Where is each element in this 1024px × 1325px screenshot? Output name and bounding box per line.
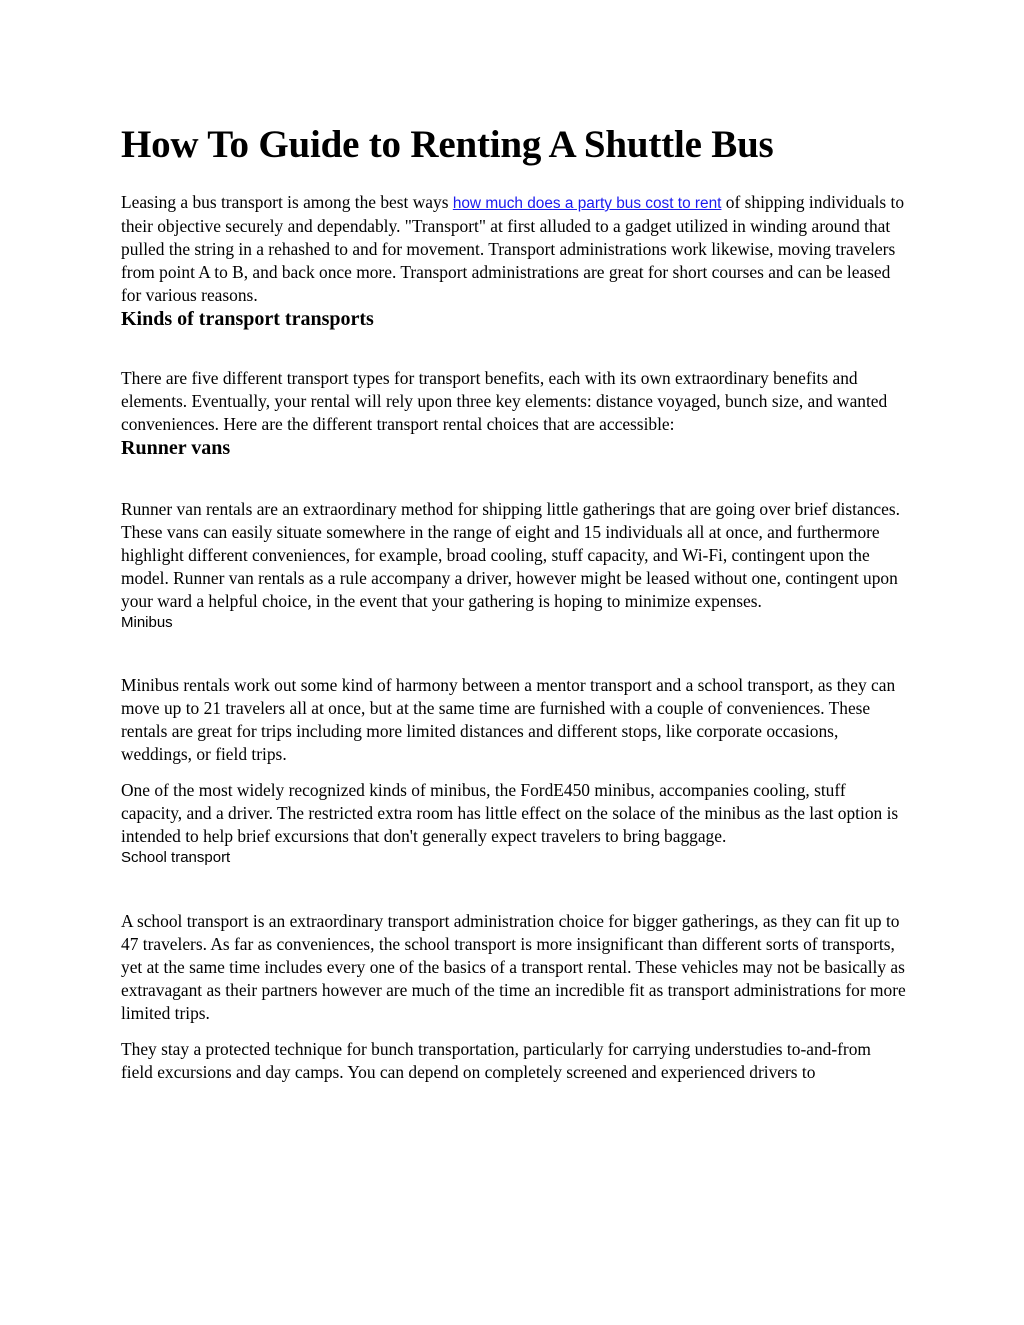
section-heading-kinds: Kinds of transport transports	[121, 308, 374, 330]
document-content	[121, 121, 907, 1084]
section-heading-minibus: Minibus	[121, 614, 173, 631]
intro-paragraph	[121, 191, 907, 307]
document-title: How To Guide to Renting A Shuttle Bus	[121, 123, 774, 166]
section-paragraph: There are five different transport types for transport benefits, each with its own extraordinary benefits and elements. Eventually, your rental will rely upon three key elements: distance voyaged, bunch size, and wanted conveniences. Here are the different transport rental choices that are accessible:	[121, 368, 888, 434]
section-paragraph: A school transport is an extraordinary transport administration choice for bigger gatherings, as they can fit up to 47 travelers. As far as conveniences, the school transport is more insignificant than different sorts of transports, yet at the same time includes every one of the basics of a transport rental. These vehicles may not be basically as extravagant as their partners however are much of the time an incredible fit as transport administrations for more limited trips.	[121, 911, 906, 1023]
section-paragraph: Minibus rentals work out some kind of harmony between a mentor transport and a school transport, as they can move up to 21 travelers all at once, but at the same time are furnished with a couple of conveniences. These rentals are great for trips including more limited distances and different stops, like corporate occasions, weddings, or field trips.	[121, 675, 896, 764]
section-heading-school-transport: School transport	[121, 849, 231, 866]
party-bus-cost-link[interactable]: how much does a party bus cost to rent	[452, 195, 722, 212]
section-paragraph: One of the most widely recognized kinds of minibus, the FordE450 minibus, accompanies cooling, stuff capacity, and a driver. The restricted extra room has little effect on the solace of the minibus as the last option is intended to help brief excursions that don't generally expect travelers to bring baggage.	[121, 780, 899, 846]
section-paragraph: Runner van rentals are an extraordinary method for shipping little gatherings that are going over brief distances. These vans can easily situate somewhere in the range of eight and 15 individuals all at once, and furthermore highlight different conveniences, for example, broad cooling, stuff capacity, and Wi-Fi, contingent upon the model. Runner van rentals as a rule accompany a driver, however might be leased without one, contingent upon your ward a helpful choice, in the event that your gathering is hoping to minimize expenses.	[121, 499, 900, 611]
intro-text-before-link: Leasing a bus transport is among the best ways	[121, 192, 453, 212]
section-paragraph: They stay a protected technique for bunch transportation, particularly for carrying understudies to-and-from field excursions and day camps. You can depend on completely screened and experienced drivers to	[121, 1039, 871, 1082]
section-heading-runner-vans: Runner vans	[121, 437, 231, 459]
intro-text-after-link: of shipping individuals to their objective securely and dependably. "Transport" at first alluded to a gadget utilized in winding around that pulled the string in a rehashed to and for movement. Transport administrations work likewise, moving travelers from point A to B, and back once more. Transport administrations are great for short courses and can be leased for various reasons.	[121, 192, 905, 305]
